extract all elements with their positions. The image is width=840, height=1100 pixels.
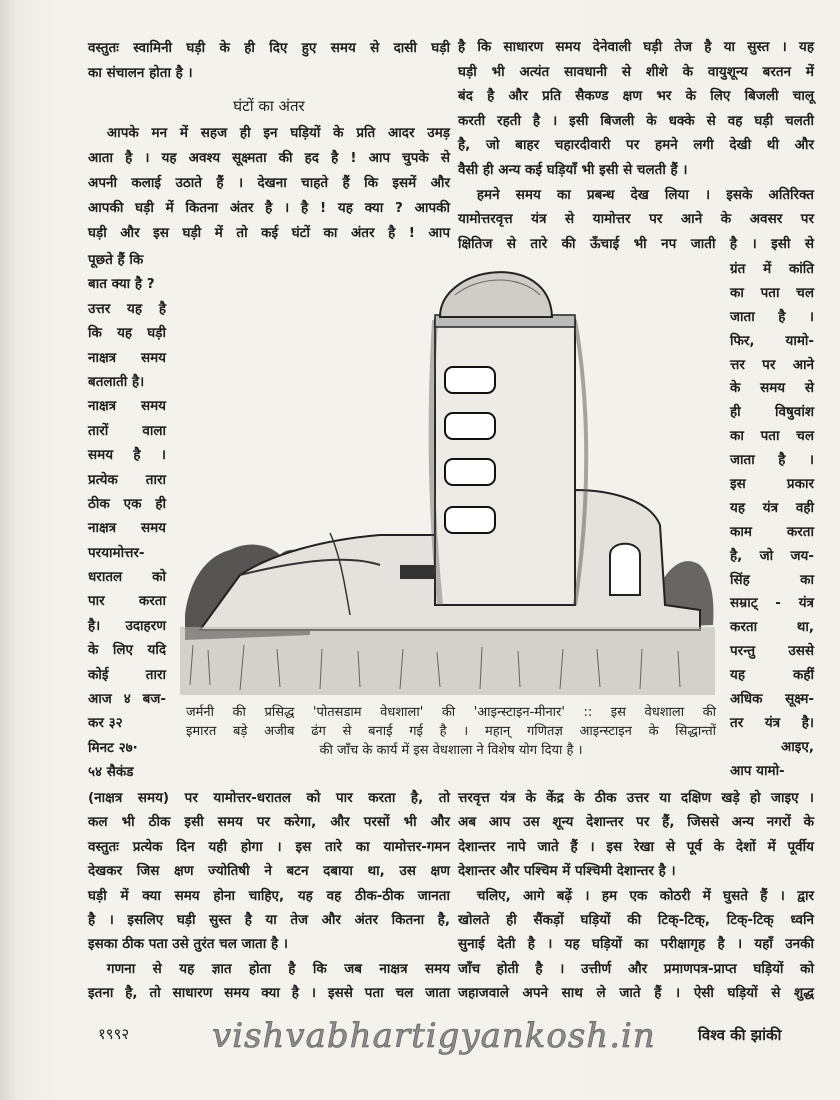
text-line: ही विषुवांश <box>730 404 814 421</box>
text-line: सुनाई देती है । यह घड़ियों का परीक्षागृह है । यहाँ उनकी <box>458 936 814 953</box>
text-line: काम करता <box>730 523 814 540</box>
text-line: करती रहती है । इसी बिजली के धक्के से वह घड़ी चलती <box>458 112 814 129</box>
einstein-tower-illustration <box>180 255 715 695</box>
text-line: तारों वाला <box>88 422 166 439</box>
text-line: जर्मनी की प्रसिद्ध 'पोतसडाम वेधशाला' की 'आइन्स्टाइन-मीनार' :: इस वेधशाला की <box>186 705 716 720</box>
text-line: गणना से यह ज्ञात होता है कि जब नाक्षत्र समय <box>106 960 450 977</box>
text-line: की जाँच के कार्य में इस वेधशाला ने विशेष योग दिया है । <box>319 743 583 758</box>
text-line: समय है । <box>88 447 166 464</box>
text-line: इस प्रकार <box>730 476 814 493</box>
text-line: इतना है, तो साधारण समय क्या है । इससे पता चल जाता <box>88 985 450 1002</box>
top-left-paragraph <box>88 121 450 246</box>
text-line: सिंह का <box>730 571 814 588</box>
watermark: vishvabhartigyankosh.in <box>212 1016 656 1056</box>
text-line: कर ३२ <box>88 715 123 732</box>
text-line: आज ४ बज- <box>88 691 166 708</box>
top-left-intro <box>88 36 450 86</box>
text-line: पार करता <box>88 593 166 610</box>
text-line: जाता है । <box>730 308 814 325</box>
text-line: घड़ी में क्या समय होना चाहिए, यह वह ठीक-ठीक जानता <box>88 887 450 904</box>
text-line: अधिक सूक्ष्म- <box>730 691 814 708</box>
text-line: तर यंत्र है। <box>730 714 814 731</box>
text-line: चलिए, आगे बढ़ें । हम एक कोठरी में घुसते हैं । द्वार <box>476 887 814 904</box>
text-line: वैसी ही अन्य कई घड़ियाँ भी इसी से चलती हैं । <box>458 161 688 178</box>
text-line: नाक्षत्र समय <box>88 520 166 537</box>
text-line: घड़ी भी अत्यंत सावधानी से शीशे के वायुशून्य बरतन में <box>458 63 814 80</box>
text-line: इमारत बड़े अजीब ढंग से बनाई गई है । महान् गणितज्ञ आइन्स्टाइन के सिद्धान्तों <box>186 724 716 739</box>
text-line: का पता चल <box>730 284 814 301</box>
grass <box>180 627 715 695</box>
text-line: यह यंत्र वही <box>730 499 814 516</box>
text-line: खोलते ही सैंकड़ों घड़ियों की टिक्-टिक्, टिक्-टिक् ध्वनि <box>458 911 814 928</box>
text-line: वस्तुतः प्रत्येक दिन यही होगा । इस तारे का यामोत्तर-गमन <box>88 838 450 855</box>
text-line: फिर, यामो- <box>730 332 814 349</box>
text-line: का पता चल <box>730 428 814 445</box>
text-line: आता है । यह अवश्य सूक्ष्मता की हद है ! आप चुपके से <box>88 150 450 166</box>
page-number: १९९२ <box>98 1025 130 1043</box>
text-line: सम्राट् - यंत्र <box>730 595 814 612</box>
top-right-column <box>458 35 814 256</box>
text-line: अब आप उस शून्य देशान्तर पर हैं, जिससे अन्य नगरों के <box>458 814 814 831</box>
text-line: करता था, <box>730 619 814 636</box>
section-heading: घंटों का अंतर <box>233 97 305 115</box>
text-line: त्तरवृत्त यंत्र के केंद्र के ठीक उत्तर या दक्षिण खड़े हो जाइए । <box>458 790 814 806</box>
text-line: जहाजवाले अपने साथ ले जाते हैं । ऐसी घड़ियों से शुद्ध <box>458 985 814 1002</box>
observatory-dome <box>440 272 552 317</box>
text-line: देखकर जिस क्षण ज्योतिषी ने बटन दबाया था, उस क्षण <box>88 863 450 880</box>
text-line: है, जो जय- <box>730 547 814 564</box>
text-line: उत्तर यह है <box>88 300 166 317</box>
text-line: यामोत्तरवृत्त यंत्र से यामोत्तर पर आने के अवसर पर <box>458 211 814 228</box>
text-line: के समय से <box>730 380 814 397</box>
bottom-left-column <box>88 786 450 1006</box>
text-line: जाँच होती है । उत्तीर्ण और प्रमाणपत्र-प्राप्त घड़ियों को <box>458 960 814 977</box>
text-line: अपनी कलाई उठाते हैं । देखना चाहते हैं कि इसमें और <box>88 175 450 191</box>
text-line: घड़ी और इस घड़ी में तो कई घंटों का अंतर है ! आप <box>88 225 450 241</box>
text-line: आपकी घड़ी में कितना अंतर है । है ! यह क्या ? आपकी <box>88 200 450 216</box>
text-line: कल भी ठीक इसी समय पर करेगा, और परसों भी और <box>88 814 450 831</box>
text-line: देशान्तर और पश्चिम में पश्चिमी देशान्तर है । <box>458 863 676 880</box>
text-line: नाक्षत्र समय <box>88 398 166 415</box>
text-line: क्षितिज से तारे की ऊँचाई भी नप जाती है । इसी से <box>458 235 814 252</box>
text-line: बंद है और प्रति सैकण्ड क्षण भर के लिए बिजली चालू <box>458 88 814 105</box>
text-line: परयामोत्तर- <box>88 544 145 561</box>
text-line: प्रत्येक तारा <box>88 471 166 488</box>
figure-caption <box>186 703 716 760</box>
text-line: मिनट २७· <box>88 739 138 756</box>
text-line: है । इसलिए घड़ी सुस्त है या तेज और अंतर कितना है, <box>88 911 450 928</box>
text-line: बतलाती है। <box>88 373 145 390</box>
text-line: का संचालन होता है । <box>88 65 193 81</box>
text-line: नाक्षत्र समय <box>88 349 166 366</box>
text-line: यह कहीं <box>730 667 814 684</box>
text-line: कोई तारा <box>88 666 166 683</box>
text-line: कि यह घड़ी <box>88 325 166 342</box>
left-narrow-column <box>88 248 166 785</box>
text-line: है कि साधारण समय देनेवाली घड़ी तेज है या सुस्त । यह <box>458 39 814 55</box>
text-line: है। उदाहरण <box>88 617 166 634</box>
text-line: जाता है । <box>730 452 814 469</box>
text-line: हमने समय का प्रबन्ध देख लिया । इसके अतिरिक्त <box>476 186 814 203</box>
text-line: आपके मन में सहज ही इन घड़ियों के प्रति आदर उमड़ <box>106 125 450 141</box>
text-line: धरातल को <box>88 569 166 586</box>
text-line: है, जो बाहर चहारदीवारी पर हमने लगी देखी थी और <box>458 137 814 154</box>
text-line: परन्तु उससे <box>730 643 814 660</box>
text-line: देशान्तर नापे जाते हैं । इस रेखा से पूर्व के देशों में पूर्वीय <box>458 838 814 855</box>
text-line: के लिए यदि <box>88 642 166 659</box>
text-line: ग्रंत में कांति <box>730 261 814 277</box>
text-line: बात क्या है ? <box>88 276 155 293</box>
text-line: आप यामो- <box>730 762 785 779</box>
text-line: ठीक एक ही <box>88 495 166 512</box>
text-line: पूछते हैं कि <box>88 252 144 268</box>
running-head: विश्व की झांकी <box>698 1026 782 1044</box>
bottom-right-column <box>458 786 814 1006</box>
text-line: वस्तुतः स्वामिनी घड़ी के ही दिए हुए समय से दासी घड़ी <box>88 40 450 56</box>
text-line: (नाक्षत्र समय) पर यामोत्तर-धरातल को पार करता है, तो <box>88 790 450 806</box>
text-line: त्तर पर आने <box>730 356 814 373</box>
right-narrow-column <box>730 258 814 784</box>
text-line: इसका ठीक पता उसे तुरंत चल जाता है । <box>88 936 288 953</box>
text-line: ५४ सैकंड <box>88 764 134 781</box>
text-line: आइए, <box>780 738 814 755</box>
